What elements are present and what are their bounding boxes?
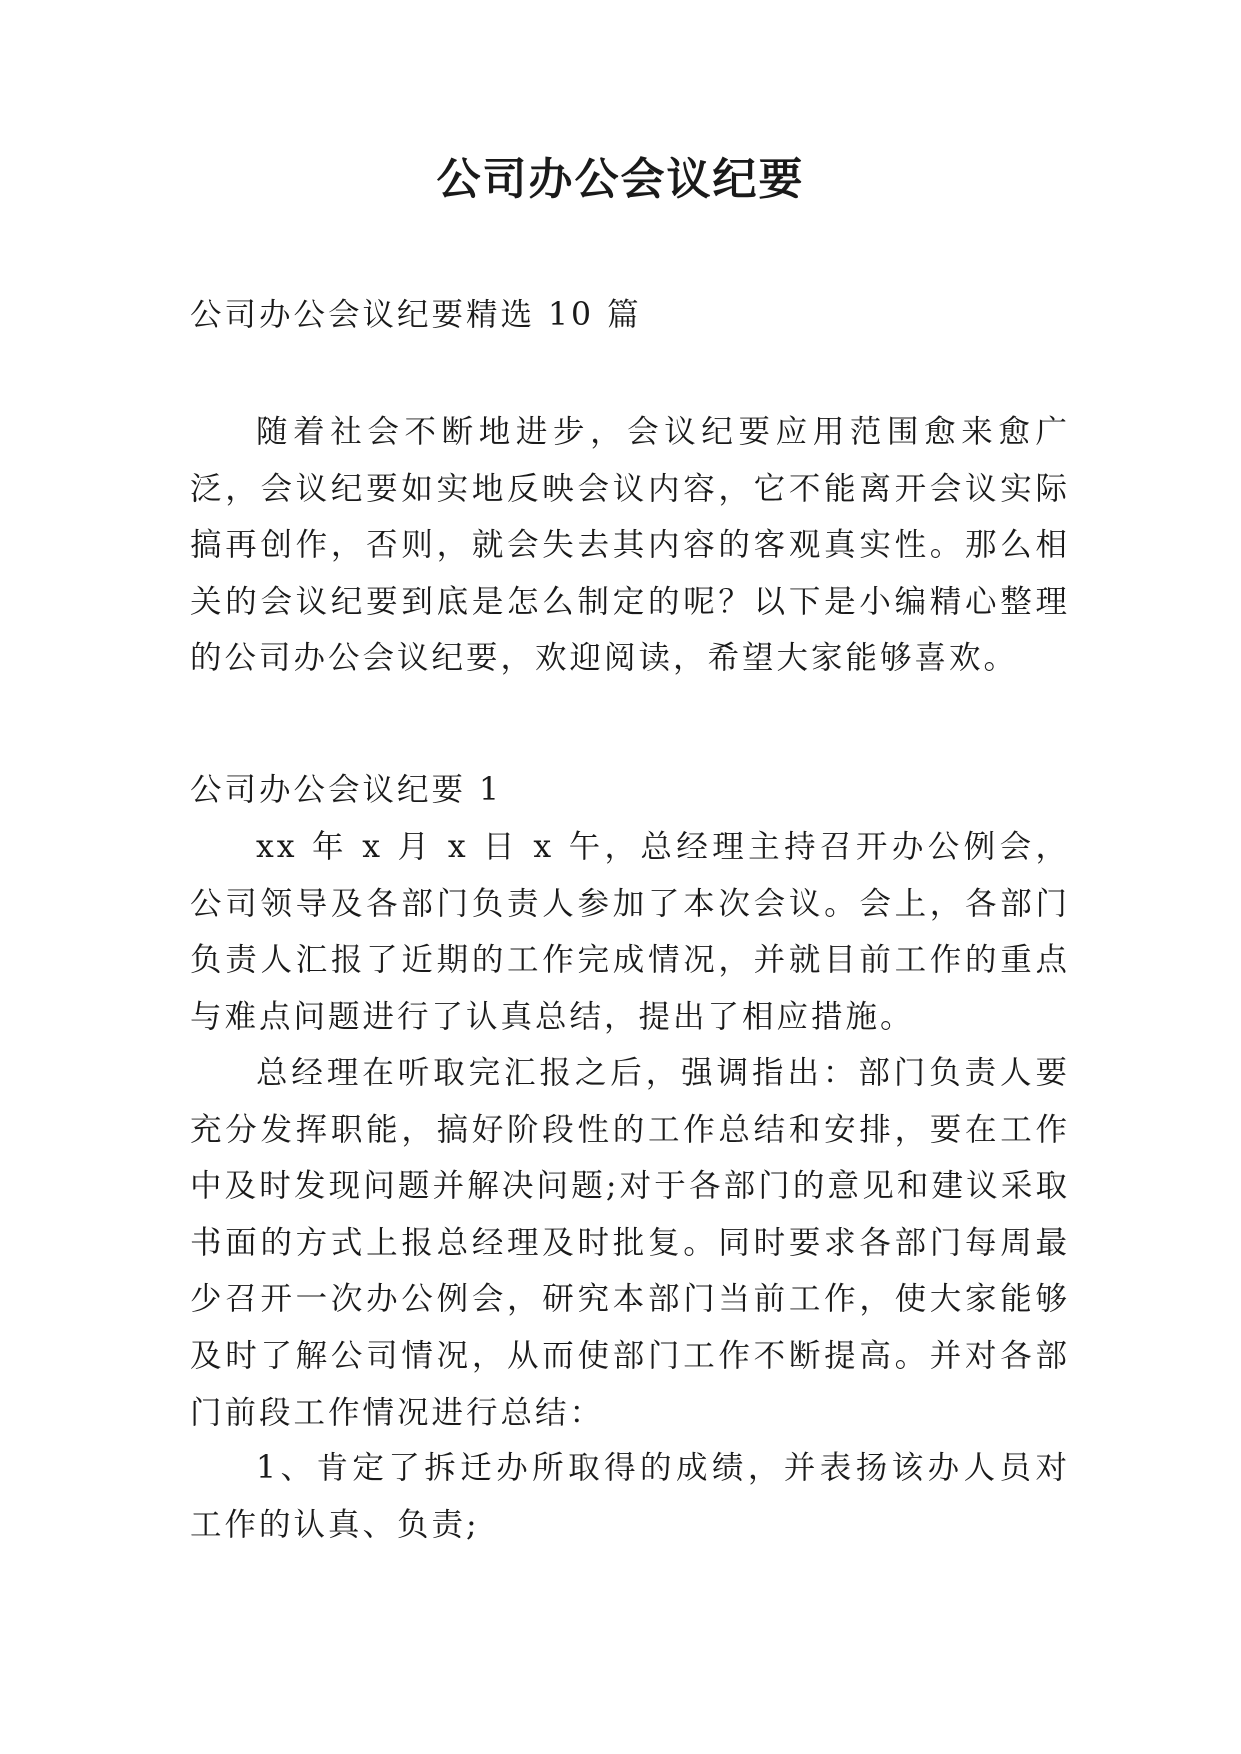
document-title: 公司办公会议纪要 — [436, 154, 805, 205]
document-subtitle: 公司办公会议纪要精选 10 篇 — [190, 297, 642, 333]
body-paragraph: xx 年 x 月 x 日 x 午，总经理主持召开办公例会，公司领导及各部门负责人参加了本次会议。会上，各部门负责人汇报了近期的工作完成情况，并就目前工作的重点与难点问题进行了认真总结，提出了相应措施。 — [190, 829, 1070, 1035]
intro-paragraph: 随着社会不断地进步，会议纪要应用范围愈来愈广泛，会议纪要如实地反映会议内容，它不能离开会议实际搞再创作，否则，就会失去其内容的客观真实性。那么相关的会议纪要到底是怎么制定的呢？以下是小编精心整理的公司办公会议纪要，欢迎阅读，希望大家能够喜欢。 — [190, 414, 1070, 677]
section-heading: 公司办公会议纪要 1 — [190, 772, 503, 808]
body-paragraph: 总经理在听取完汇报之后，强调指出：部门负责人要充分发挥职能，搞好阶段性的工作总结和安排，要在工作中及时发现问题并解决问题;对于各部门的意见和建议采取书面的方式上报总经理及时批复。同时要求各部门每周最少召开一次办公例会，研究本部门当前工作，使大家能够及时了解公司情况，从而使部门工作不断提高。并对各部门前段工作情况进行总结： — [190, 1055, 1070, 1431]
list-item: 1、肯定了拆迁办所取得的成绩，并表扬该办人员对工作的认真、负责; — [190, 1450, 1070, 1543]
